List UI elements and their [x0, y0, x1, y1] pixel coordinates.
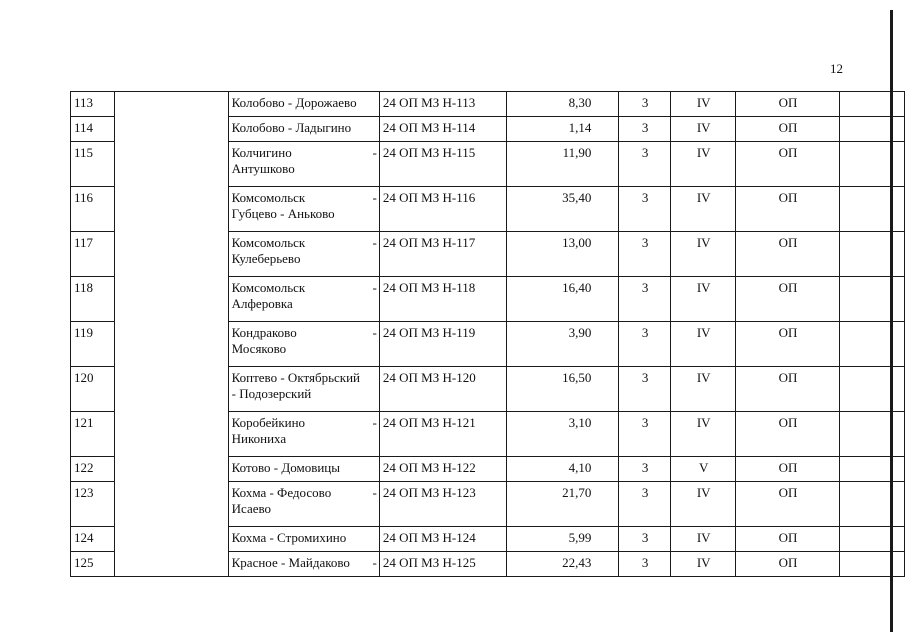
road-length: 3,90	[506, 322, 618, 367]
road-code: 24 ОП МЗ Н-119	[379, 322, 506, 367]
road-lanes: 3	[619, 142, 671, 187]
road-code: 24 ОП МЗ Н-117	[379, 232, 506, 277]
road-note	[839, 142, 904, 187]
road-length: 4,10	[506, 457, 618, 482]
road-name	[228, 412, 379, 457]
road-lanes: 3	[619, 232, 671, 277]
road-lanes: 3	[619, 527, 671, 552]
road-name-line1: Кохма - Федосово	[231, 485, 332, 500]
road-name	[228, 367, 379, 412]
road-code: 24 ОП МЗ Н-122	[379, 457, 506, 482]
road-name-line2: Кулеберьево	[231, 251, 301, 266]
road-length: 5,99	[506, 527, 618, 552]
road-name-line1: Колобово - Дорожаево	[231, 95, 357, 110]
road-name-line1: Кондраково	[231, 325, 297, 340]
road-note	[839, 552, 904, 577]
row-number: 115	[71, 142, 115, 187]
road-name-dash: -	[372, 555, 377, 570]
road-note	[839, 412, 904, 457]
road-lanes: 3	[619, 552, 671, 577]
road-code: 24 ОП МЗ Н-118	[379, 277, 506, 322]
row-number: 117	[71, 232, 115, 277]
road-category: IV	[670, 527, 736, 552]
road-lanes: 3	[619, 322, 671, 367]
road-name-line2: Алферовка	[231, 296, 293, 311]
road-name	[228, 277, 379, 322]
road-type: ОП	[736, 552, 839, 577]
road-note	[839, 322, 904, 367]
road-note	[839, 367, 904, 412]
merged-empty-cell	[114, 92, 228, 577]
roads-table	[70, 91, 905, 577]
road-category: IV	[670, 367, 736, 412]
road-note	[839, 527, 904, 552]
road-name-line1: Колобово - Ладыгино	[231, 120, 352, 135]
road-type: ОП	[736, 457, 839, 482]
road-category: IV	[670, 277, 736, 322]
road-length: 16,50	[506, 367, 618, 412]
road-name-line2: Исаево	[231, 501, 272, 516]
road-type: ОП	[736, 482, 839, 527]
road-name-dash: -	[372, 145, 377, 160]
road-name	[228, 142, 379, 187]
road-note	[839, 92, 904, 117]
row-number: 124	[71, 527, 115, 552]
road-length: 35,40	[506, 187, 618, 232]
road-name-line1: Красное - Майдаково	[231, 555, 350, 570]
road-category: IV	[670, 187, 736, 232]
road-type: ОП	[736, 277, 839, 322]
road-name-dash: -	[372, 280, 377, 295]
road-lanes: 3	[619, 367, 671, 412]
road-length: 8,30	[506, 92, 618, 117]
road-code: 24 ОП МЗ Н-115	[379, 142, 506, 187]
road-type: ОП	[736, 142, 839, 187]
road-note	[839, 117, 904, 142]
road-category: IV	[670, 412, 736, 457]
road-name-line2: Никониха	[231, 431, 287, 446]
row-number: 123	[71, 482, 115, 527]
road-length: 21,70	[506, 482, 618, 527]
road-lanes: 3	[619, 277, 671, 322]
row-number: 121	[71, 412, 115, 457]
road-category: IV	[670, 232, 736, 277]
road-name	[228, 322, 379, 367]
row-number: 125	[71, 552, 115, 577]
road-name-dash: -	[372, 190, 377, 205]
road-name	[228, 92, 379, 117]
road-name	[228, 117, 379, 142]
road-code: 24 ОП МЗ Н-125	[379, 552, 506, 577]
road-lanes: 3	[619, 412, 671, 457]
road-name-dash: -	[372, 325, 377, 340]
road-type: ОП	[736, 92, 839, 117]
road-name	[228, 482, 379, 527]
road-category: IV	[670, 92, 736, 117]
road-category: IV	[670, 552, 736, 577]
road-name-line2: Мосяково	[231, 341, 287, 356]
road-type: ОП	[736, 322, 839, 367]
road-note	[839, 482, 904, 527]
road-code: 24 ОП МЗ Н-114	[379, 117, 506, 142]
road-name-line1: Колчигино	[231, 145, 292, 160]
road-name	[228, 552, 379, 577]
road-lanes: 3	[619, 117, 671, 142]
road-name-line1: Коптево - Октябрьский	[231, 370, 360, 385]
road-code: 24 ОП МЗ Н-120	[379, 367, 506, 412]
road-type: ОП	[736, 117, 839, 142]
road-name	[228, 232, 379, 277]
road-length: 3,10	[506, 412, 618, 457]
road-code: 24 ОП МЗ Н-113	[379, 92, 506, 117]
road-note	[839, 187, 904, 232]
road-name-line2: Губцево - Аньково	[231, 206, 335, 221]
row-number: 120	[71, 367, 115, 412]
road-name-dash: -	[372, 415, 377, 430]
road-name-dash: -	[372, 485, 377, 500]
road-category: IV	[670, 142, 736, 187]
row-number: 114	[71, 117, 115, 142]
road-note	[839, 277, 904, 322]
road-note	[839, 232, 904, 277]
road-lanes: 3	[619, 187, 671, 232]
road-name-line1: Комсомольск	[231, 280, 306, 295]
road-code: 24 ОП МЗ Н-116	[379, 187, 506, 232]
road-type: ОП	[736, 527, 839, 552]
road-category: IV	[670, 322, 736, 367]
road-length: 11,90	[506, 142, 618, 187]
row-number: 119	[71, 322, 115, 367]
road-name-dash: -	[372, 235, 377, 250]
road-lanes: 3	[619, 482, 671, 527]
road-name	[228, 527, 379, 552]
road-category: V	[670, 457, 736, 482]
road-name-line2: Антушково	[231, 161, 295, 176]
road-category: IV	[670, 482, 736, 527]
road-name-line2: - Подозерский	[231, 386, 312, 401]
road-type: ОП	[736, 187, 839, 232]
page-number: 12	[830, 61, 843, 76]
road-note	[839, 457, 904, 482]
road-name-line1: Коробейкино	[231, 415, 306, 430]
road-code: 24 ОП МЗ Н-121	[379, 412, 506, 457]
road-length: 13,00	[506, 232, 618, 277]
row-number: 116	[71, 187, 115, 232]
road-length: 22,43	[506, 552, 618, 577]
road-lanes: 3	[619, 92, 671, 117]
row-number: 122	[71, 457, 115, 482]
road-length: 16,40	[506, 277, 618, 322]
road-name-line1: Комсомольск	[231, 235, 306, 250]
road-name	[228, 457, 379, 482]
road-code: 24 ОП МЗ Н-124	[379, 527, 506, 552]
row-number: 118	[71, 277, 115, 322]
table-body	[71, 92, 905, 577]
row-number: 113	[71, 92, 115, 117]
road-lanes: 3	[619, 457, 671, 482]
road-type: ОП	[736, 232, 839, 277]
road-name-line1: Комсомольск	[231, 190, 306, 205]
road-name-line1: Кохма - Стромихино	[231, 530, 347, 545]
road-type: ОП	[736, 412, 839, 457]
road-name	[228, 187, 379, 232]
road-name-line1: Котово - Домовицы	[231, 460, 340, 475]
table-row	[71, 92, 905, 117]
road-code: 24 ОП МЗ Н-123	[379, 482, 506, 527]
road-type: ОП	[736, 367, 839, 412]
road-length: 1,14	[506, 117, 618, 142]
road-category: IV	[670, 117, 736, 142]
